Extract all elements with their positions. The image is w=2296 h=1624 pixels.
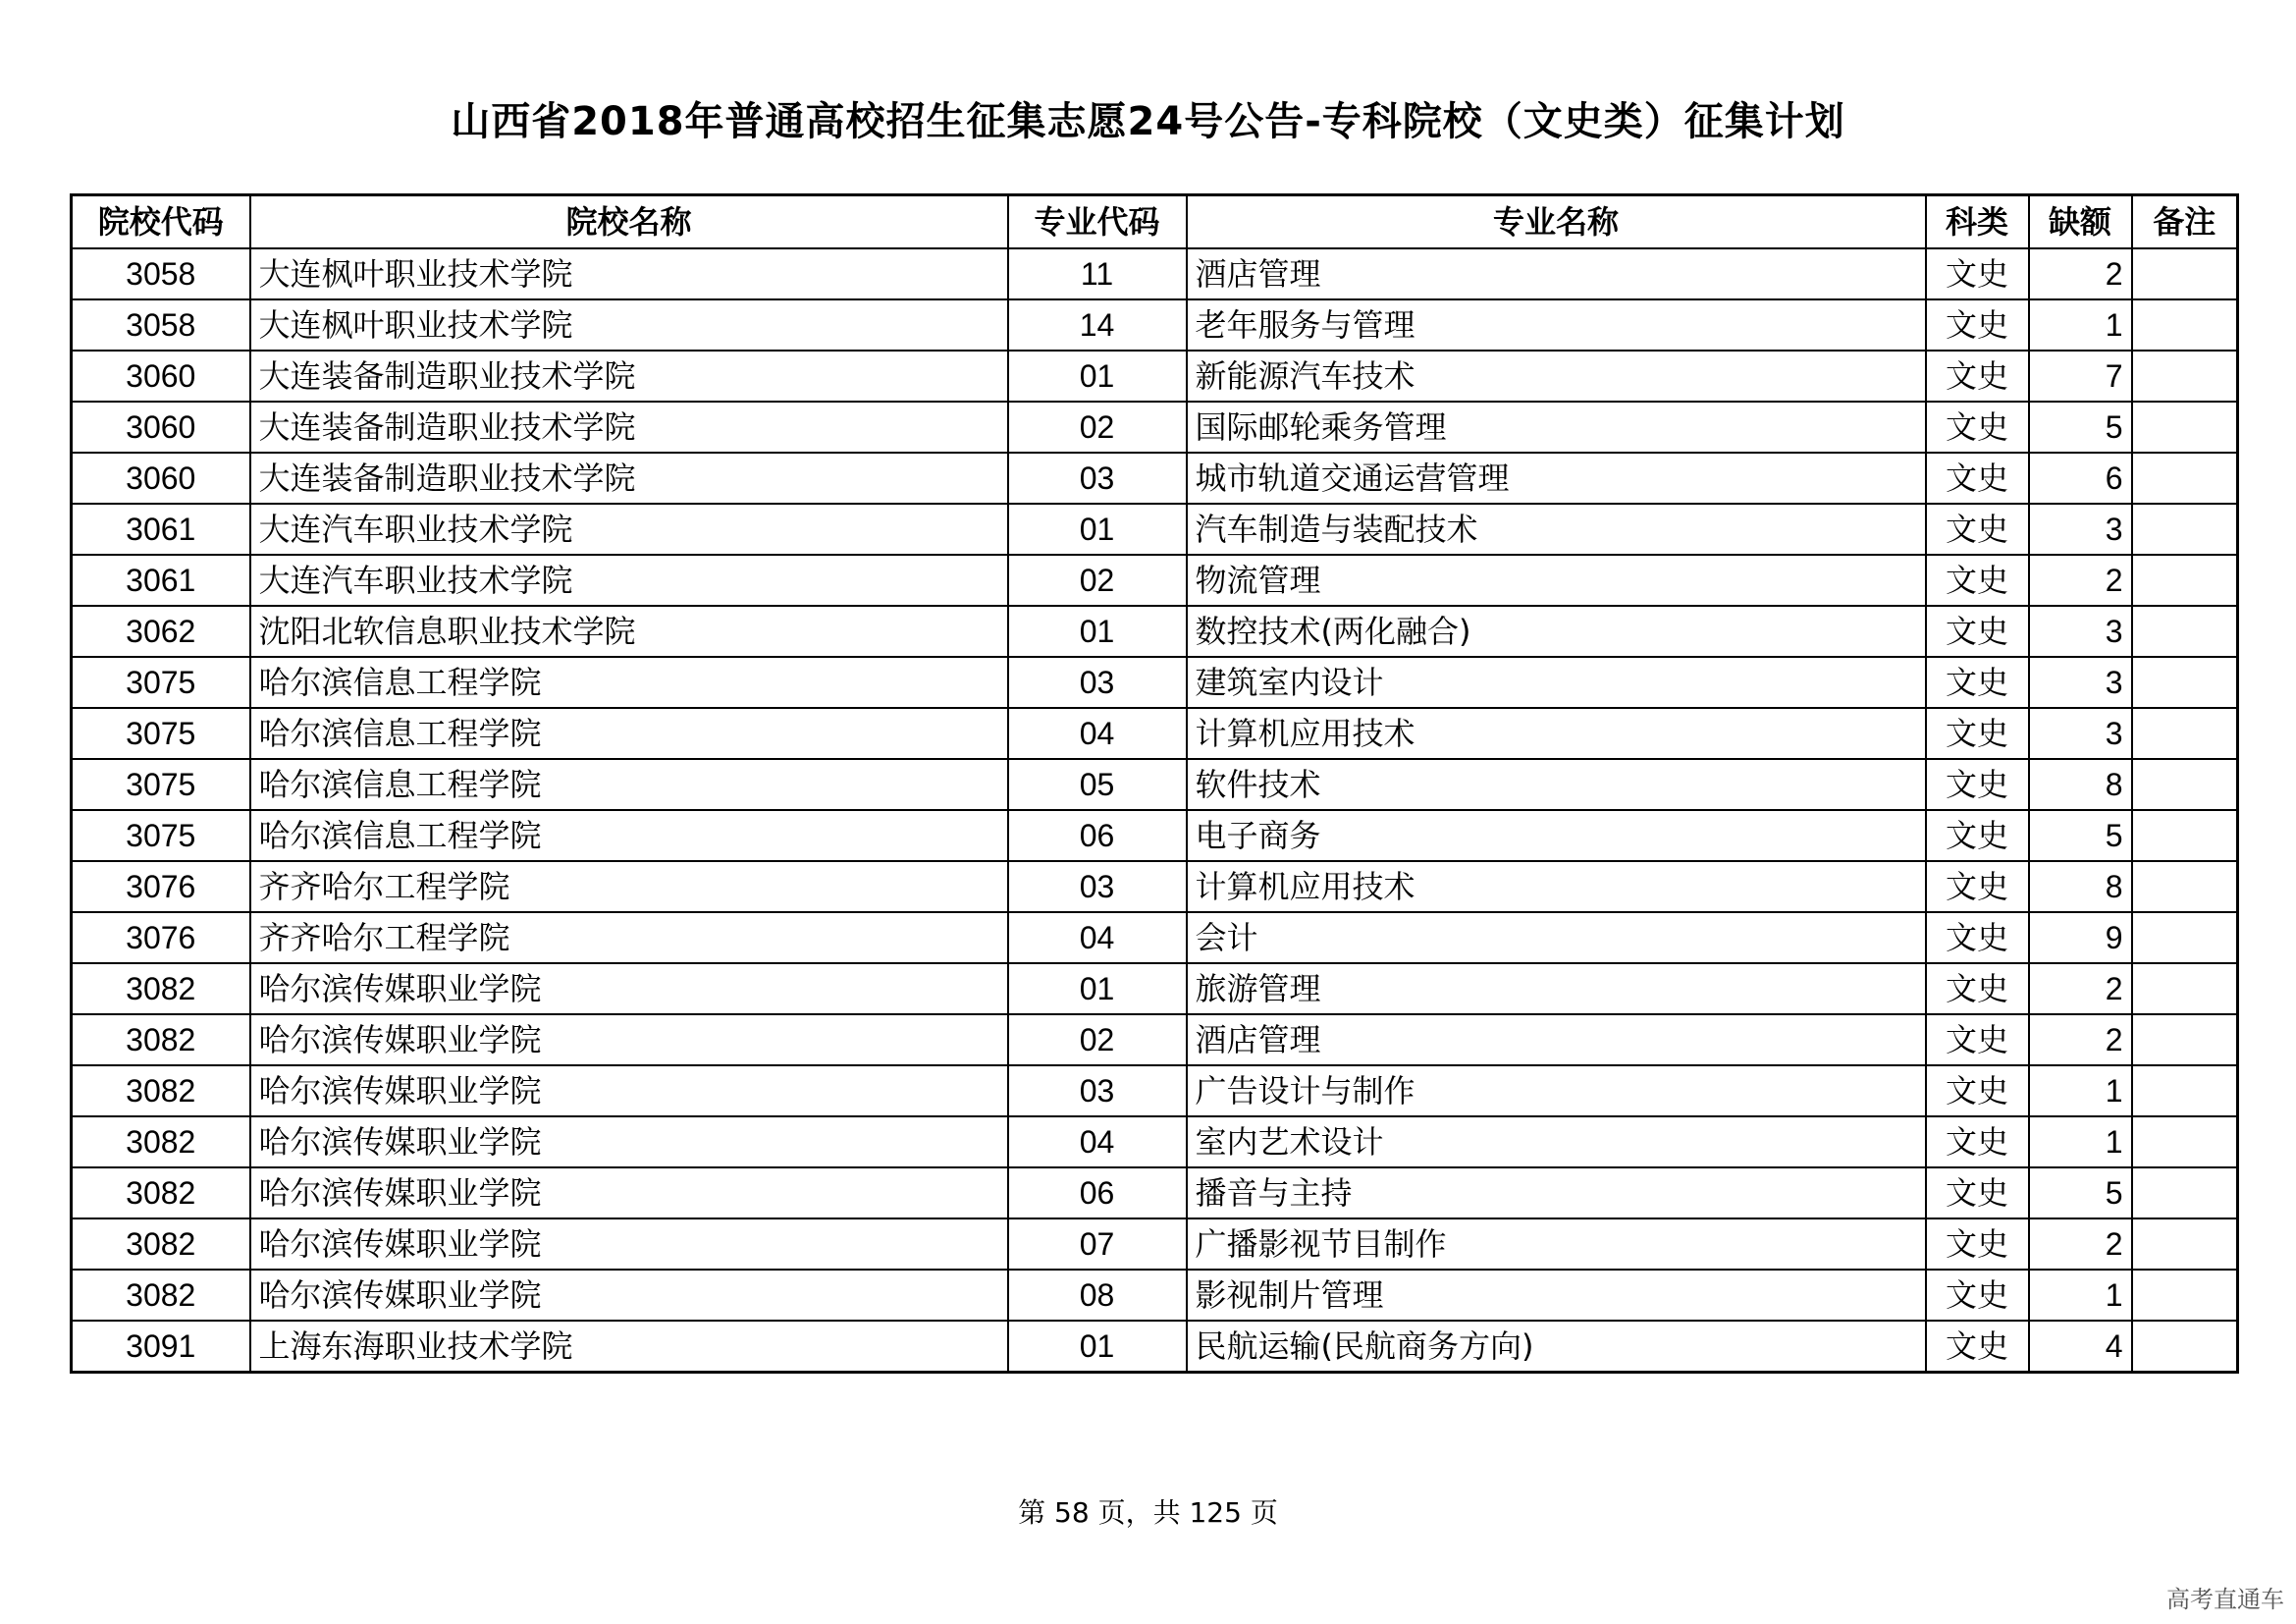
cell-major-code: 04: [1008, 912, 1187, 963]
table-row: [72, 555, 2238, 606]
cell-major-code: 01: [1008, 351, 1187, 402]
cell-school-name: 哈尔滨信息工程学院: [250, 708, 1008, 759]
cell-school-code: 3075: [72, 708, 250, 759]
cell-major-code: 02: [1008, 555, 1187, 606]
cell-school-code: 3058: [72, 299, 250, 351]
cell-category: 文史: [1926, 963, 2029, 1014]
cell-major-name: 室内艺术设计: [1187, 1116, 1926, 1167]
cell-remarks: [2132, 810, 2238, 861]
cell-remarks: [2132, 1218, 2238, 1270]
cell-remarks: [2132, 657, 2238, 708]
cell-remarks: [2132, 1321, 2238, 1373]
cell-remarks: [2132, 708, 2238, 759]
cell-major-code: 03: [1008, 1065, 1187, 1116]
cell-category: 文史: [1926, 555, 2029, 606]
cell-major-code: 14: [1008, 299, 1187, 351]
cell-category: 文史: [1926, 299, 2029, 351]
table-row: [72, 351, 2238, 402]
table-row: [72, 759, 2238, 810]
table-row: [72, 657, 2238, 708]
cell-school-name: 哈尔滨信息工程学院: [250, 810, 1008, 861]
cell-major-code: 01: [1008, 963, 1187, 1014]
cell-major-code: 04: [1008, 708, 1187, 759]
table-row: [72, 861, 2238, 912]
cell-major-name: 酒店管理: [1187, 248, 1926, 299]
cell-major-code: 01: [1008, 504, 1187, 555]
cell-school-name: 大连装备制造职业技术学院: [250, 351, 1008, 402]
cell-major-name: 国际邮轮乘务管理: [1187, 402, 1926, 453]
cell-category: 文史: [1926, 1218, 2029, 1270]
cell-remarks: [2132, 759, 2238, 810]
table-row: [72, 402, 2238, 453]
cell-vacancy: 2: [2029, 248, 2132, 299]
cell-school-code: 3060: [72, 402, 250, 453]
table-row: [72, 912, 2238, 963]
cell-school-name: 大连枫叶职业技术学院: [250, 299, 1008, 351]
cell-school-name: 齐齐哈尔工程学院: [250, 912, 1008, 963]
cell-category: 文史: [1926, 861, 2029, 912]
table-row: [72, 248, 2238, 299]
table-row: [72, 1065, 2238, 1116]
cell-vacancy: 5: [2029, 1167, 2132, 1218]
cell-major-name: 影视制片管理: [1187, 1270, 1926, 1321]
cell-remarks: [2132, 606, 2238, 657]
cell-remarks: [2132, 861, 2238, 912]
cell-school-name: 哈尔滨信息工程学院: [250, 759, 1008, 810]
table-row: [72, 504, 2238, 555]
cell-major-name: 电子商务: [1187, 810, 1926, 861]
cell-major-name: 民航运输(民航商务方向): [1187, 1321, 1926, 1373]
cell-major-name: 物流管理: [1187, 555, 1926, 606]
cell-school-code: 3082: [72, 1065, 250, 1116]
cell-school-code: 3075: [72, 657, 250, 708]
cell-major-name: 旅游管理: [1187, 963, 1926, 1014]
cell-school-code: 3060: [72, 351, 250, 402]
cell-major-code: 01: [1008, 606, 1187, 657]
header-school-code: 院校代码: [72, 195, 250, 249]
cell-major-name: 新能源汽车技术: [1187, 351, 1926, 402]
cell-major-code: 07: [1008, 1218, 1187, 1270]
cell-vacancy: 3: [2029, 504, 2132, 555]
cell-vacancy: 2: [2029, 1014, 2132, 1065]
cell-school-name: 哈尔滨传媒职业学院: [250, 1065, 1008, 1116]
cell-major-code: 08: [1008, 1270, 1187, 1321]
table-row: [72, 963, 2238, 1014]
cell-school-name: 哈尔滨传媒职业学院: [250, 1116, 1008, 1167]
cell-school-code: 3082: [72, 1167, 250, 1218]
cell-school-name: 沈阳北软信息职业技术学院: [250, 606, 1008, 657]
cell-school-name: 大连枫叶职业技术学院: [250, 248, 1008, 299]
cell-major-code: 05: [1008, 759, 1187, 810]
cell-vacancy: 5: [2029, 810, 2132, 861]
cell-remarks: [2132, 248, 2238, 299]
cell-remarks: [2132, 912, 2238, 963]
cell-school-name: 哈尔滨传媒职业学院: [250, 1014, 1008, 1065]
cell-major-code: 04: [1008, 1116, 1187, 1167]
cell-category: 文史: [1926, 504, 2029, 555]
admission-plan-table: [70, 193, 2239, 1374]
cell-vacancy: 2: [2029, 555, 2132, 606]
cell-vacancy: 4: [2029, 1321, 2132, 1373]
cell-major-code: 03: [1008, 657, 1187, 708]
cell-school-code: 3062: [72, 606, 250, 657]
cell-remarks: [2132, 1014, 2238, 1065]
table-row: [72, 299, 2238, 351]
cell-major-name: 播音与主持: [1187, 1167, 1926, 1218]
cell-school-code: 3082: [72, 963, 250, 1014]
cell-school-code: 3076: [72, 861, 250, 912]
cell-category: 文史: [1926, 657, 2029, 708]
cell-school-name: 哈尔滨传媒职业学院: [250, 1167, 1008, 1218]
cell-vacancy: 7: [2029, 351, 2132, 402]
cell-category: 文史: [1926, 1014, 2029, 1065]
cell-remarks: [2132, 963, 2238, 1014]
page-title: 山西省2018年普通高校招生征集志愿24号公告-专科院校（文史类）征集计划: [451, 99, 1845, 144]
cell-major-name: 计算机应用技术: [1187, 861, 1926, 912]
cell-major-name: 汽车制造与装配技术: [1187, 504, 1926, 555]
header-major-code: 专业代码: [1008, 195, 1187, 249]
cell-school-code: 3061: [72, 555, 250, 606]
cell-major-code: 11: [1008, 248, 1187, 299]
cell-vacancy: 1: [2029, 1270, 2132, 1321]
table-row: [72, 606, 2238, 657]
cell-major-code: 03: [1008, 861, 1187, 912]
cell-category: 文史: [1926, 1321, 2029, 1373]
cell-category: 文史: [1926, 351, 2029, 402]
cell-vacancy: 6: [2029, 453, 2132, 504]
cell-remarks: [2132, 1116, 2238, 1167]
cell-school-name: 哈尔滨传媒职业学院: [250, 963, 1008, 1014]
table-row: [72, 1116, 2238, 1167]
cell-remarks: [2132, 453, 2238, 504]
header-vacancy: 缺额: [2029, 195, 2132, 249]
cell-category: 文史: [1926, 1167, 2029, 1218]
cell-vacancy: 1: [2029, 1116, 2132, 1167]
cell-school-code: 3082: [72, 1270, 250, 1321]
table-row: [72, 1270, 2238, 1321]
header-remarks: 备注: [2132, 195, 2238, 249]
cell-major-code: 02: [1008, 1014, 1187, 1065]
cell-category: 文史: [1926, 453, 2029, 504]
cell-vacancy: 1: [2029, 299, 2132, 351]
cell-school-name: 大连装备制造职业技术学院: [250, 453, 1008, 504]
cell-category: 文史: [1926, 248, 2029, 299]
cell-school-code: 3075: [72, 810, 250, 861]
cell-major-name: 城市轨道交通运营管理: [1187, 453, 1926, 504]
header-school-name: 院校名称: [250, 195, 1008, 249]
cell-school-name: 哈尔滨传媒职业学院: [250, 1218, 1008, 1270]
cell-category: 文史: [1926, 759, 2029, 810]
cell-major-name: 老年服务与管理: [1187, 299, 1926, 351]
cell-remarks: [2132, 402, 2238, 453]
cell-remarks: [2132, 555, 2238, 606]
cell-remarks: [2132, 1065, 2238, 1116]
cell-vacancy: 1: [2029, 1065, 2132, 1116]
cell-school-name: 齐齐哈尔工程学院: [250, 861, 1008, 912]
table-body: [72, 248, 2238, 1373]
cell-category: 文史: [1926, 1116, 2029, 1167]
cell-category: 文史: [1926, 912, 2029, 963]
table-row: [72, 1321, 2238, 1373]
cell-major-code: 06: [1008, 810, 1187, 861]
cell-major-name: 会计: [1187, 912, 1926, 963]
cell-vacancy: 5: [2029, 402, 2132, 453]
cell-vacancy: 8: [2029, 759, 2132, 810]
cell-remarks: [2132, 1167, 2238, 1218]
cell-major-name: 计算机应用技术: [1187, 708, 1926, 759]
cell-school-code: 3061: [72, 504, 250, 555]
cell-remarks: [2132, 1270, 2238, 1321]
cell-school-name: 哈尔滨传媒职业学院: [250, 1270, 1008, 1321]
cell-school-code: 3075: [72, 759, 250, 810]
cell-major-name: 广告设计与制作: [1187, 1065, 1926, 1116]
cell-major-name: 酒店管理: [1187, 1014, 1926, 1065]
table-row: [72, 708, 2238, 759]
cell-major-code: 03: [1008, 453, 1187, 504]
cell-vacancy: 3: [2029, 606, 2132, 657]
cell-category: 文史: [1926, 606, 2029, 657]
cell-vacancy: 8: [2029, 861, 2132, 912]
table-row: [72, 810, 2238, 861]
cell-major-code: 02: [1008, 402, 1187, 453]
cell-school-name: 大连装备制造职业技术学院: [250, 402, 1008, 453]
table-row: [72, 1218, 2238, 1270]
cell-major-name: 软件技术: [1187, 759, 1926, 810]
cell-major-code: 01: [1008, 1321, 1187, 1373]
table-row: [72, 1014, 2238, 1065]
header-category: 科类: [1926, 195, 2029, 249]
table-row: [72, 1167, 2238, 1218]
cell-category: 文史: [1926, 810, 2029, 861]
cell-school-code: 3076: [72, 912, 250, 963]
cell-major-name: 广播影视节目制作: [1187, 1218, 1926, 1270]
cell-school-name: 哈尔滨信息工程学院: [250, 657, 1008, 708]
header-major-name: 专业名称: [1187, 195, 1926, 249]
cell-category: 文史: [1926, 1065, 2029, 1116]
cell-remarks: [2132, 351, 2238, 402]
cell-category: 文史: [1926, 708, 2029, 759]
cell-school-code: 3058: [72, 248, 250, 299]
cell-school-code: 3082: [72, 1116, 250, 1167]
cell-school-code: 3091: [72, 1321, 250, 1373]
cell-school-code: 3082: [72, 1014, 250, 1065]
cell-category: 文史: [1926, 1270, 2029, 1321]
table-row: [72, 453, 2238, 504]
cell-vacancy: 3: [2029, 708, 2132, 759]
cell-major-name: 建筑室内设计: [1187, 657, 1926, 708]
cell-school-name: 大连汽车职业技术学院: [250, 504, 1008, 555]
cell-remarks: [2132, 299, 2238, 351]
cell-school-code: 3082: [72, 1218, 250, 1270]
cell-school-code: 3060: [72, 453, 250, 504]
watermark-logo-text: 高考直通车: [2166, 1586, 2284, 1613]
cell-school-name: 上海东海职业技术学院: [250, 1321, 1008, 1373]
cell-school-name: 大连汽车职业技术学院: [250, 555, 1008, 606]
cell-remarks: [2132, 504, 2238, 555]
cell-major-code: 06: [1008, 1167, 1187, 1218]
header-row: [72, 195, 2238, 249]
page-footer: 第 58 页，共 125 页: [1018, 1496, 1278, 1529]
cell-vacancy: 9: [2029, 912, 2132, 963]
cell-vacancy: 2: [2029, 963, 2132, 1014]
cell-major-name: 数控技术(两化融合): [1187, 606, 1926, 657]
cell-vacancy: 3: [2029, 657, 2132, 708]
cell-vacancy: 2: [2029, 1218, 2132, 1270]
cell-category: 文史: [1926, 402, 2029, 453]
